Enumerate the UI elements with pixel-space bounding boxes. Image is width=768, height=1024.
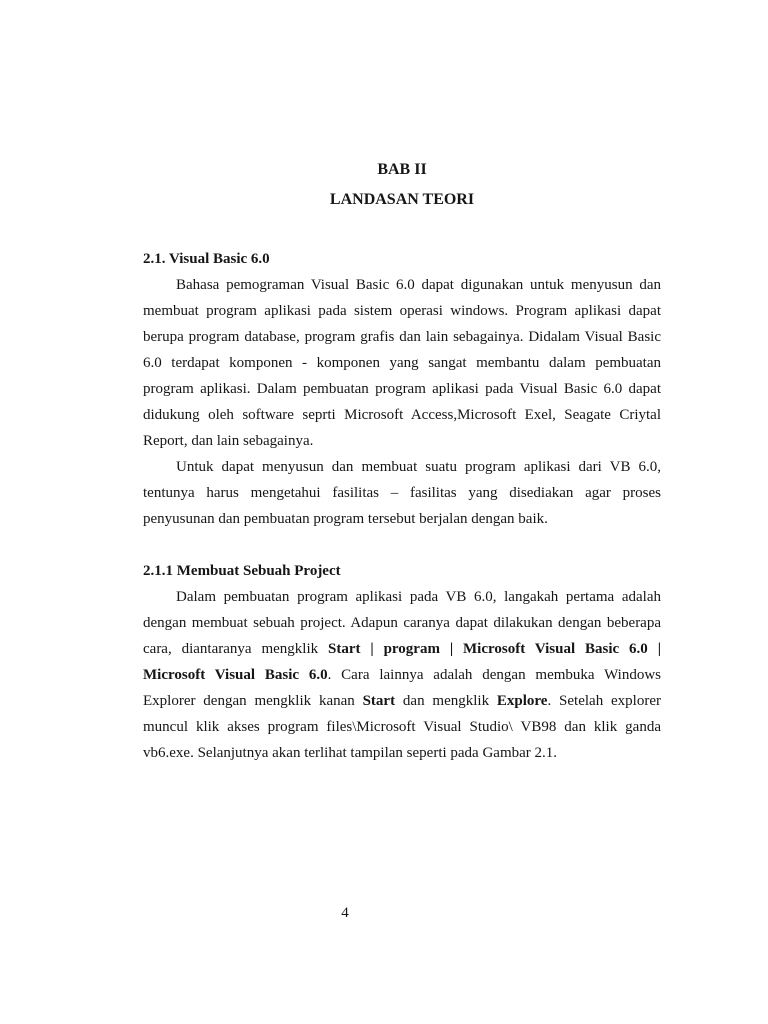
- paragraph: [143, 272, 661, 454]
- page-number: 4: [341, 905, 349, 921]
- text-line: penyusunan dan pembuatan program tersebut berjalan dengan baik.: [143, 511, 548, 527]
- text-line: program aplikasi. Dalam pembuatan program aplikasi pada Visual Basic 6.0 dapat: [143, 381, 661, 397]
- text-line: dengan membuat sebuah project. Adapun caranya dapat dilakukan dengan beberapa: [143, 615, 661, 631]
- text-line: [143, 662, 661, 688]
- text-run: . Cara lainnya adalah dengan membuka Windows: [327, 667, 661, 683]
- text-line: membuat program aplikasi pada sistem operasi windows. Program aplikasi dapat: [143, 303, 661, 319]
- text-line: 6.0 terdapat komponen - komponen yang sangat membantu dalam pembuatan: [143, 355, 661, 371]
- bold-text-run: Microsoft Visual Basic 6.0: [143, 667, 328, 683]
- text-line: Bahasa pemograman Visual Basic 6.0 dapat digunakan untuk menyusun dan: [176, 277, 661, 293]
- chapter-header: [143, 155, 661, 215]
- text-run: dan mengklik: [395, 693, 497, 709]
- document-body: [143, 246, 661, 766]
- text-line: muncul klik akses program files\Microsoft Visual Studio\ VB98 dan klik ganda: [143, 719, 661, 735]
- text-line: Untuk dapat menyusun dan membuat suatu program aplikasi dari VB 6.0,: [176, 459, 661, 475]
- text-line: vb6.exe. Selanjutnya akan terlihat tampilan seperti pada Gambar 2.1.: [143, 745, 558, 761]
- text-run: . Setelah explorer: [547, 693, 661, 709]
- section-heading: 2.1.1 Membuat Sebuah Project: [143, 563, 341, 579]
- paragraph: [143, 454, 661, 532]
- text-line: Dalam pembuatan program aplikasi pada VB 6.0, langakah pertama adalah: [176, 589, 661, 605]
- text-run: cara, diantaranya mengklik: [143, 641, 328, 657]
- chapter-title: LANDASAN TEORI: [329, 191, 475, 208]
- text-line: tentunya harus mengetahui fasilitas – fasilitas yang disediakan agar proses: [143, 485, 661, 501]
- chapter-label: BAB II: [377, 161, 427, 178]
- text-line: [143, 636, 661, 662]
- bold-text-run: Start | program | Microsoft Visual Basic 6.0 |: [328, 641, 661, 657]
- bold-text-run: Explore: [496, 693, 548, 709]
- text-line: didukung oleh software seprti Microsoft Access,Microsoft Exel, Seagate Criytal: [143, 407, 661, 423]
- text-line: Report, dan lain sebagainya.: [143, 433, 314, 449]
- paragraph: [143, 584, 661, 766]
- text-run: Explorer dengan mengklik kanan: [143, 693, 363, 709]
- text-line: [143, 688, 661, 714]
- section-2-1: [143, 246, 661, 532]
- section-heading: 2.1. Visual Basic 6.0: [143, 251, 270, 267]
- section-2-1-1: [143, 558, 661, 766]
- bold-text-run: Start: [362, 693, 396, 709]
- text-line: berupa program database, program grafis dan lain sebagainya. Didalam Visual Basic: [143, 329, 661, 345]
